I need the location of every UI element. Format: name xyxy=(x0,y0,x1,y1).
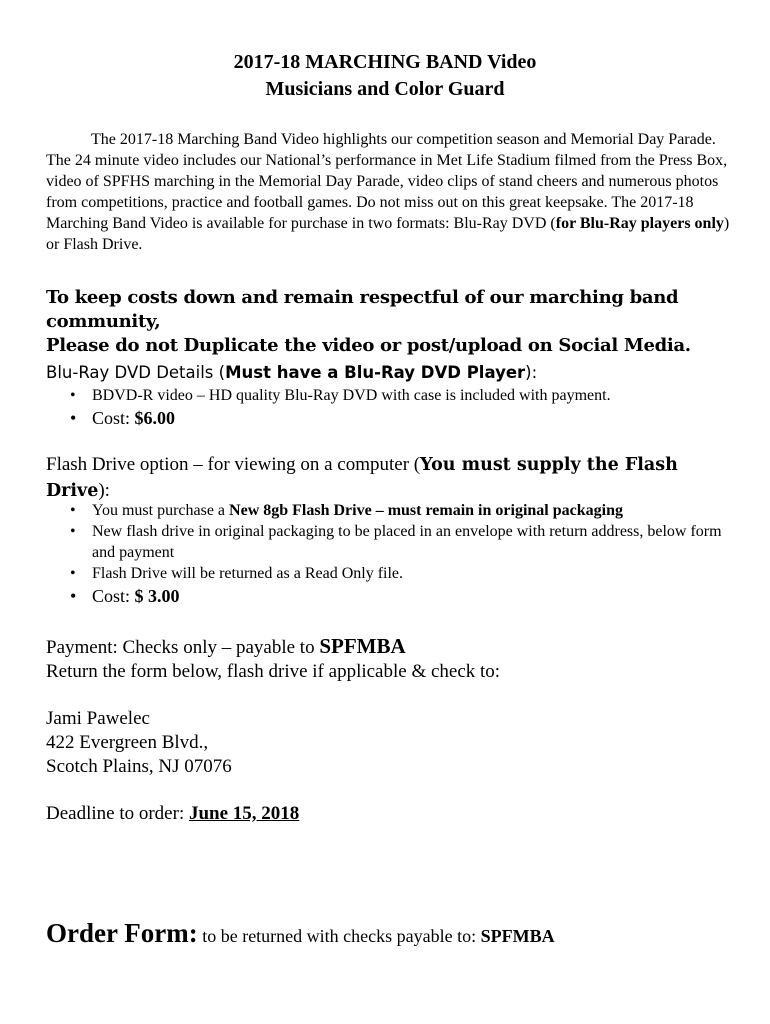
bullet-icon: • xyxy=(70,565,76,582)
list-item xyxy=(46,521,726,563)
document-subtitle: Musicians and Color Guard xyxy=(265,78,505,100)
deadline-label: Deadline to order: xyxy=(46,803,189,824)
bullet-icon: • xyxy=(70,408,77,428)
deadline xyxy=(46,802,299,826)
list-item xyxy=(46,584,726,608)
flash-item-text: Flash Drive will be returned as a Read Only file. xyxy=(92,565,404,582)
address-street: 422 Evergreen Blvd., xyxy=(46,732,209,753)
deadline-date: June 15, 2018 xyxy=(188,803,300,824)
bluray-heading-end: ): xyxy=(525,363,538,382)
bullet-icon: • xyxy=(70,502,76,519)
order-form-title: Order Form: xyxy=(46,918,198,948)
order-form-text: to be returned with checks payable to: xyxy=(197,926,481,946)
flash-cost-value: $ 3.00 xyxy=(134,586,180,606)
flash-item-text: You must purchase a xyxy=(92,502,230,519)
address-city: Scotch Plains, NJ 07076 xyxy=(46,756,232,777)
flash-drive-list xyxy=(46,500,726,608)
flash-drive-heading xyxy=(46,452,726,504)
intro-paragraph xyxy=(46,129,736,255)
bluray-item-text: BDVD-R video – HD quality Blu-Ray DVD with case is included with payment. xyxy=(92,387,611,404)
flash-heading-bold: You must supply the Flash Drive xyxy=(46,455,678,501)
return-instructions: Return the form below, flash drive if applicable & check to: xyxy=(46,661,501,682)
notice-line-2: Please do not Duplicate the video or post/upload on Social Media. xyxy=(46,335,691,356)
bluray-heading xyxy=(46,361,537,385)
bluray-cost-value: $6.00 xyxy=(134,408,176,428)
order-form-payee: SPFMBA xyxy=(480,926,555,946)
cost-label: Cost: xyxy=(92,586,135,606)
payment-line xyxy=(46,634,736,660)
list-item xyxy=(46,385,726,406)
intro-bold-text: for Blu-Ray players only xyxy=(555,215,724,232)
flash-heading-text: Flash Drive option – for viewing on a computer ( xyxy=(46,454,421,475)
address-name: Jami Pawelec xyxy=(46,708,150,729)
payment-info xyxy=(46,634,736,684)
bluray-details-list xyxy=(46,385,726,430)
intro-text-end: ) or Flash Drive. xyxy=(46,215,730,253)
flash-item-bold: New 8gb Flash Drive – must remain in original packaging xyxy=(229,502,623,519)
list-item xyxy=(46,406,726,430)
bluray-heading-text: Blu-Ray DVD Details ( xyxy=(46,363,226,382)
payment-label: Payment: Checks only – payable to xyxy=(46,637,320,658)
mailing-address xyxy=(46,707,232,779)
bluray-heading-bold: Must have a Blu-Ray DVD Player xyxy=(225,363,526,382)
bullet-icon: • xyxy=(70,523,76,540)
intro-text: The 2017-18 Marching Band Video highlights our competition season and Memorial Day Parade. The 24 minute video includes our National’s performance in Met Life Stadium filmed from the Press Box, video of SPFHS marching in the Memorial Day Parade, video clips of stand cheers and numerous photos from competitions, practice and football games. Do not miss out on this great keepsake. The 2017-18 Marching Band Video is available for purchase in two formats: Blu-Ray DVD ( xyxy=(46,131,728,232)
copyright-notice xyxy=(46,286,736,358)
flash-heading-end: ): xyxy=(98,480,110,501)
notice-line-1: To keep costs down and remain respectful of our marching band community, xyxy=(46,287,679,332)
payee-name: SPFMBA xyxy=(319,634,406,658)
list-item xyxy=(46,500,726,521)
cost-label: Cost: xyxy=(92,408,135,428)
flash-item-text: New flash drive in original packaging to be placed in an envelope with return address, below form and payment xyxy=(92,523,722,561)
document-title: 2017-18 MARCHING BAND Video xyxy=(233,51,537,73)
bullet-icon: • xyxy=(70,387,76,404)
list-item xyxy=(46,563,726,584)
bullet-icon: • xyxy=(70,586,77,606)
order-form-heading xyxy=(46,918,746,949)
